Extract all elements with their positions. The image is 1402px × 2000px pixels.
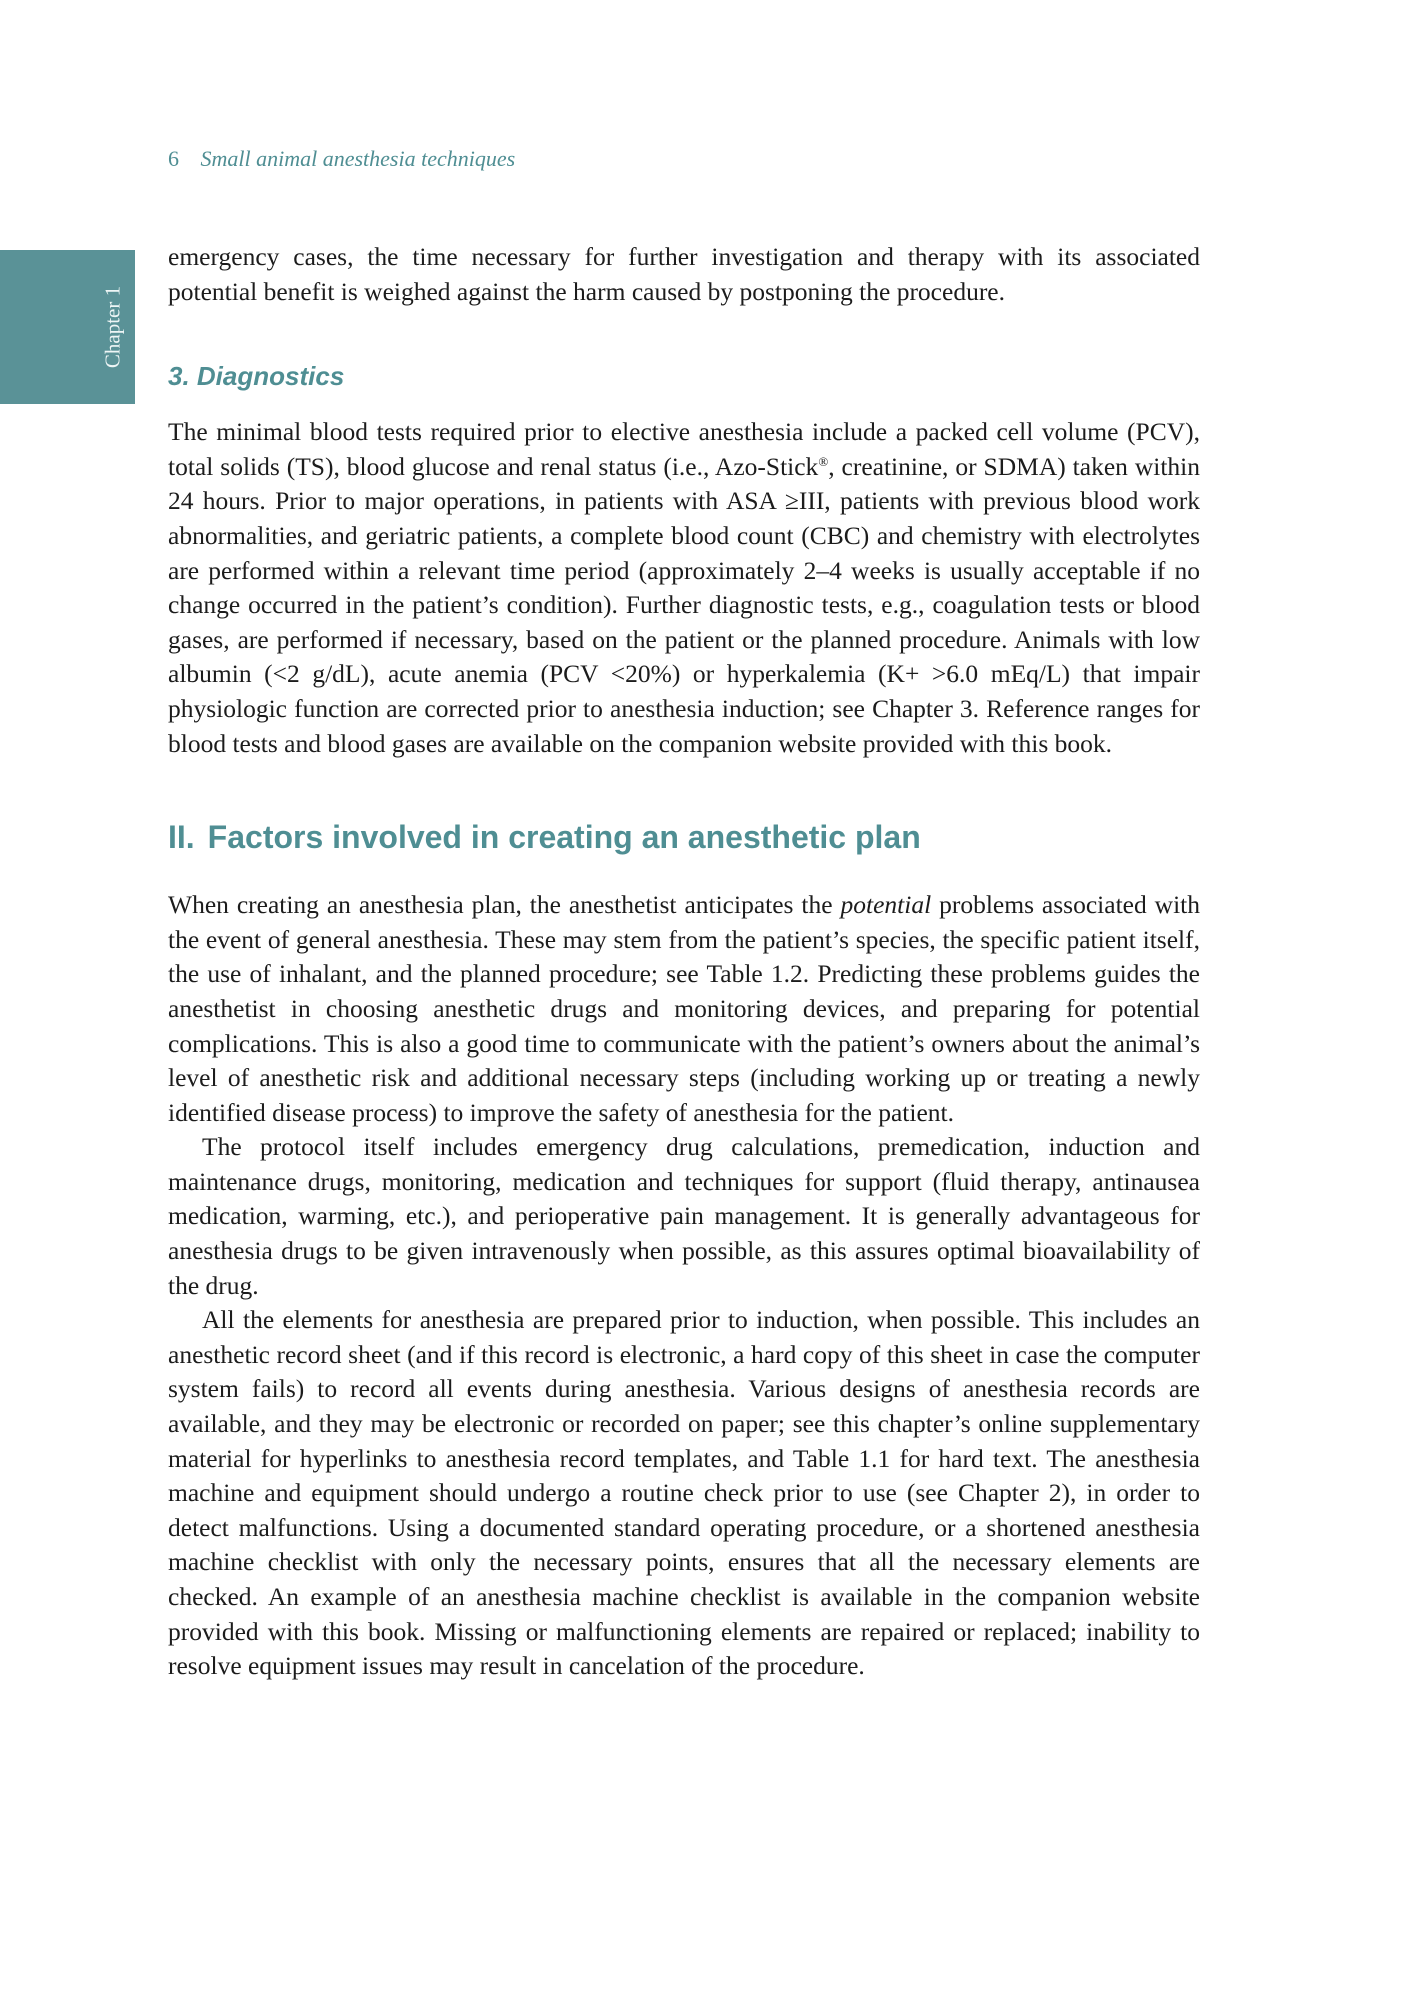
plan-para1-emphasis: potential (840, 890, 932, 920)
paragraph-continued: emergency cases, the time necessary for further investigation and therapy with its associated potential benefit is weighed against the harm caused by postponing the procedure. (168, 242, 1200, 306)
section-number: II. (168, 819, 195, 856)
running-header (168, 146, 515, 172)
paragraph-plan-3: All the elements for anesthesia are prepared prior to induction, when possible. This includes an anesthetic record sheet (and if this record is electronic, a hard copy of this sheet in case the computer system fails) to record all events during anesthesia. Various designs of anesthesia records are available, and they may be electronic or recorded on paper; see this chapter’s online supplementary material for hyperlinks to anesthesia record templates, and Table 1.1 for hard text. The anesthesia machine and equipment should undergo a routine check prior to use (see Chapter 2), in order to detect malfunctions. Using a documented standard operating procedure, or a shortened anesthesia machine checklist with only the necessary points, ensures that all the necessary elements are checked. An example of an anesthesia machine checklist is available in the companion website provided with this book. Missing or malfunctioning elements are repaired or replaced; inability to resolve equipment issues may result in cancelation of the procedure. (168, 1305, 1200, 1681)
page-number: 6 (168, 146, 179, 171)
diagnostics-text-part2: , creatinine, or SDMA) taken within 24 hours. Prior to major operations, in patients with ASA ≥III, patients with previous blood work abnormalities, and geriatric patients, a complete blood count (CBC) and chemistry with electrolytes are performed within a relevant time period (approximately 2–4 weeks is usually acceptable if no change occurred in the patient’s condition). Further diagnostic tests, e.g., coagulation tests or blood gases, are performed if necessary, based on the patient or the planned procedure. Animals with low albumin (<2 g/dL), acute anemia (PCV <20%) or hyperkalemia (K+ >6.0 mEq/L) that impair physiologic function are corrected prior to anesthesia induction; see Chapter 3. Reference ranges for blood tests and blood gases are available on the companion website provided with this book. (168, 451, 1201, 758)
paragraph-diagnostics (168, 415, 1200, 761)
paragraph-plan-2: The protocol itself includes emergency drug calculations, premedication, induction and maintenance drugs, monitoring, medication and techniques for support (fluid therapy, antinausea medication, warming, etc.), and perioperative pain management. It is generally advantageous for anesthesia drugs to be given intravenously when possible, as this assures optimal bioavailability of the drug. (168, 1132, 1200, 1300)
plan-para1-after: problems associated with the event of general anesthesia. These may stem from the patient’s species, the specific patient itself, the use of inhalant, and the planned procedure; see Table 1.2. Predicting these problems guides the anesthetist in choosing anesthetic drugs and monitoring devices, and preparing for potential complications. This is also a good time to communicate with the patient’s owners about the animal’s level of anesthetic risk and additional necessary steps (including working up or treating a newly identified disease process) to improve the safety of anesthesia for the patient. (168, 890, 1200, 1127)
chapter-tab-label: Chapter 1 (100, 285, 125, 369)
section-heading (168, 819, 1200, 856)
running-title: Small animal anesthesia techniques (200, 146, 516, 171)
page-body (168, 240, 1200, 1684)
registered-mark: ® (818, 453, 829, 469)
paragraph-plan-1 (168, 888, 1200, 1130)
plan-para1-before: When creating an anesthesia plan, the anesthetist anticipates the (168, 890, 841, 920)
subheading-diagnostics: 3. Diagnostics (168, 361, 345, 392)
diagnostics-text-part1: The minimal blood tests required prior to elective anesthesia include a packed cell volume (PCV), total solids (TS), blood glucose and renal status (i.e., Azo-Stick (168, 417, 1200, 481)
section-title: Factors involved in creating an anesthetic plan (207, 819, 921, 856)
